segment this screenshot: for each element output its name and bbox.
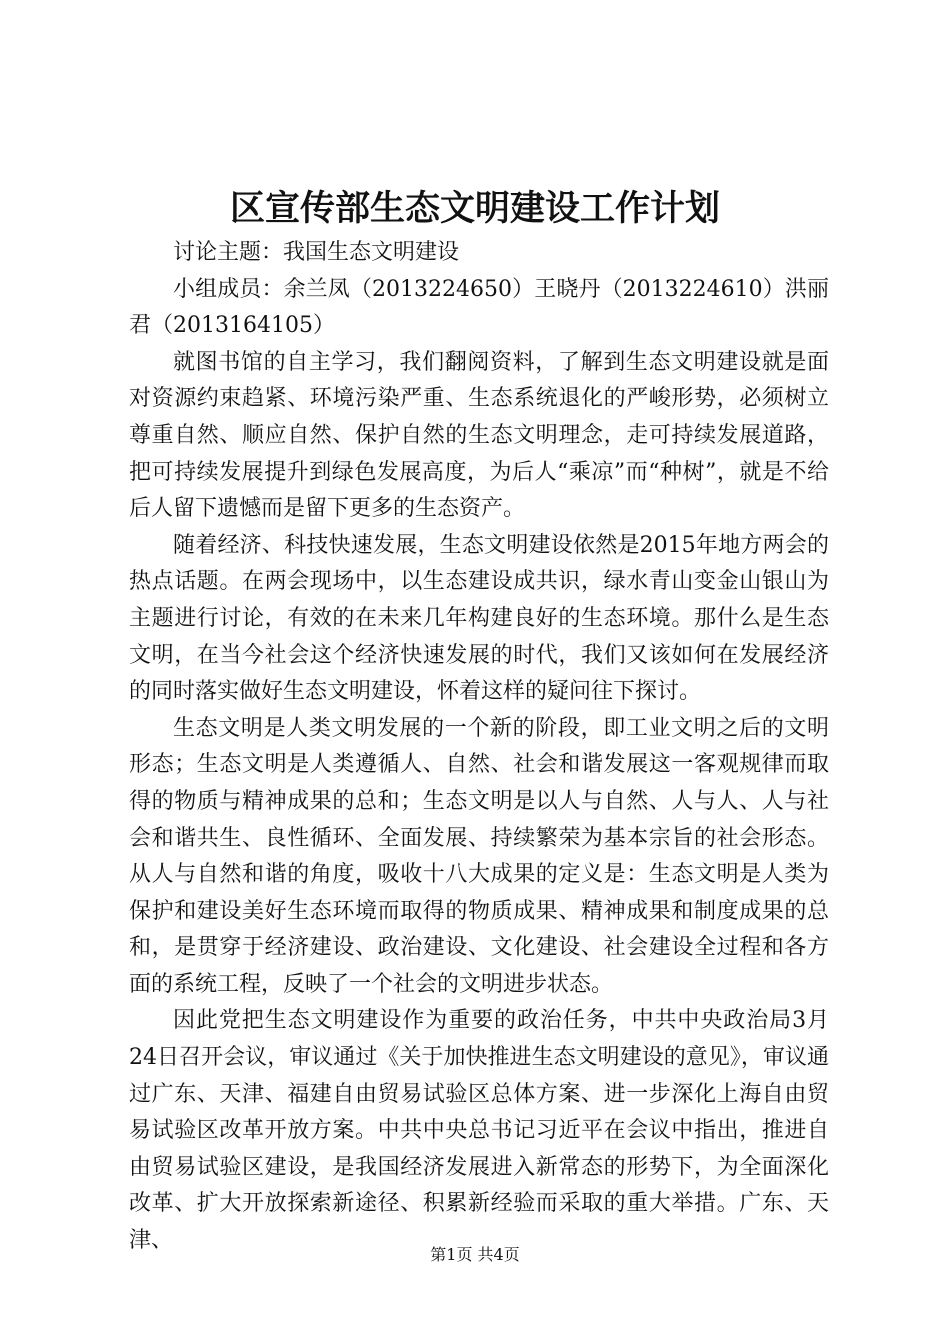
- body-paragraph: 就图书馆的自主学习，我们翻阅资料，了解到生态文明建设就是面对资源约束趋紧、环境污染严重、生态系统退化的严峻形势，必须树立尊重自然、顺应自然、保护自然的生态文明理念，走可持续发展道路，把可持续发展提升到绿色发展高度，为后人“乘凉”而“种树”，就是不给后人留下遗憾而是留下更多的生态资产。: [129, 349, 829, 522]
- group-members: 小组成员：余兰凤（2013224650）王晓丹（2013224610）洪丽君（2013164105）: [129, 276, 829, 339]
- body-paragraph: 因此党把生态文明建设作为重要的政治任务，中共中央政治局3月24日召开会议，审议通过《关于加快推进生态文明建设的意见》，审议通过广东、天津、福建自由贸易试验区总体方案、进一步深化上海自由贸易试验区改革开放方案。中共中央总书记习近平在会议中指出，推进自由贸易试验区建设，是我国经济发展进入新常态的形势下，为全面深化改革、扩大开放探索新途径、积累新经验而采取的重大举措。广东、天津、: [129, 1008, 829, 1254]
- page-number-footer: 第1页 共4页: [430, 1245, 520, 1264]
- body-paragraph: 生态文明是人类文明发展的一个新的阶段，即工业文明之后的文明形态；生态文明是人类遵循人、自然、社会和谐发展这一客观规律而取得的物质与精神成果的总和；生态文明是以人与自然、人与人、人与社会和谐共生、良性循环、全面发展、持续繁荣为基本宗旨的社会形态。从人与自然和谐的角度，吸收十八大成果的定义是：生态文明是人类为保护和建设美好生态环境而取得的物质成果、精神成果和制度成果的总和，是贯穿于经济建设、政治建设、文化建设、社会建设全过程和各方面的系统工程，反映了一个社会的文明进步状态。: [129, 715, 829, 997]
- document-body: [129, 235, 829, 1260]
- discussion-topic: 讨论主题：我国生态文明建设: [173, 240, 460, 265]
- body-paragraph: 随着经济、科技快速发展，生态文明建设依然是2015年地方两会的热点话题。在两会现场中，以生态建设成共识，绿水青山变金山银山为主题进行讨论，有效的在未来几年构建良好的生态环境。那什么是生态文明，在当今社会这个经济快速发展的时代，我们又该如何在发展经济的同时落实做好生态文明建设，怀着这样的疑问往下探讨。: [129, 532, 829, 705]
- document-title: 区宣传部生态文明建设工作计划: [229, 189, 720, 229]
